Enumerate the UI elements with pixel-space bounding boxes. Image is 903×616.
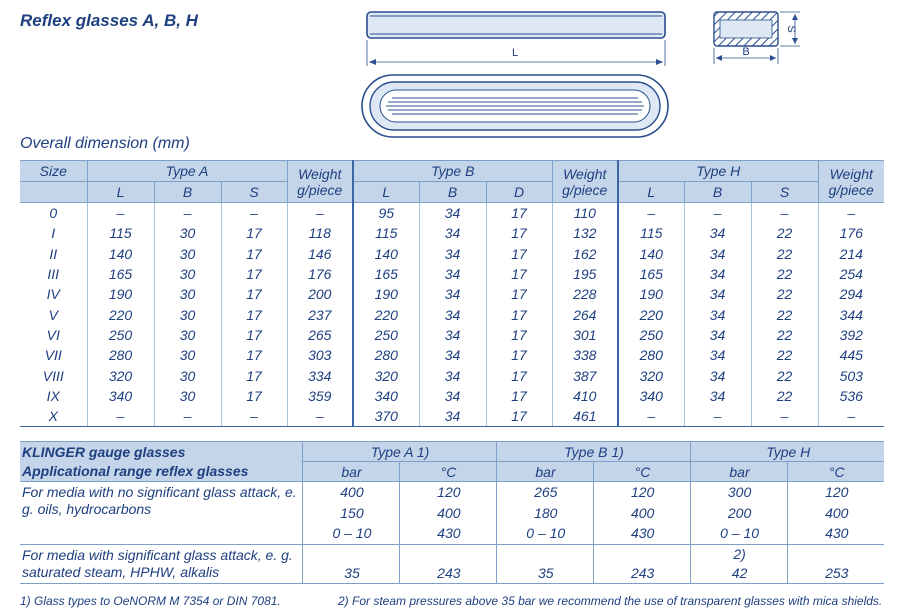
range-value-cell: 180	[496, 503, 593, 524]
app-header-title: KLINGER gauge glasses	[22, 443, 186, 460]
value-cell: 250	[353, 325, 419, 345]
value-cell: 22	[751, 244, 818, 264]
dimension-row	[20, 223, 884, 243]
value-cell: 22	[751, 345, 818, 365]
value-cell: –	[818, 406, 884, 427]
value-cell: 503	[818, 365, 884, 385]
size-cell: II	[49, 245, 58, 262]
value-cell: –	[751, 203, 818, 224]
value-cell: 132	[552, 223, 618, 243]
dimension-row	[20, 325, 884, 345]
dimension-row	[20, 365, 884, 385]
value-cell: 176	[818, 223, 884, 243]
value-cell: 17	[221, 304, 287, 324]
value-cell: 34	[684, 325, 751, 345]
row-label-with-attack: For media with significant glass attack, e. g. saturated steam, HPHW, alkalis	[22, 546, 293, 580]
row-values-with-attack	[302, 544, 884, 583]
range-value-cell: 120	[593, 482, 690, 503]
dimension-label-B: B	[742, 46, 750, 58]
header-weight-h: Weight g/piece	[818, 161, 884, 203]
value-cell: 17	[486, 345, 552, 365]
value-cell: 214	[818, 244, 884, 264]
size-cell: IX	[46, 387, 60, 404]
value-cell: 250	[618, 325, 684, 345]
value-cell: 34	[684, 244, 751, 264]
value-cell: 165	[618, 264, 684, 284]
footnote-2: 2) For steam pressures above 35 bar we recommend the use of transparent glasses with mica shields.	[338, 594, 883, 608]
value-cell: 344	[818, 304, 884, 324]
value-cell: –	[154, 203, 221, 224]
range-value-cell: 0 – 10	[303, 523, 400, 544]
row-label-no-attack: For media with no significant glass attack, e. g. oils, hydrocarbons	[22, 484, 297, 517]
range-value-cell: 120	[787, 482, 884, 503]
header-col: D	[486, 182, 552, 203]
value-cell: 30	[154, 386, 221, 406]
footnote-marker: 2)	[690, 545, 787, 563]
value-cell: 190	[353, 284, 419, 304]
value-cell: 264	[552, 304, 618, 324]
value-cell: 22	[751, 304, 818, 324]
value-cell: 410	[552, 386, 618, 406]
value-cell: 340	[87, 386, 154, 406]
size-cell: I	[51, 225, 56, 242]
value-cell: 320	[353, 365, 419, 385]
value-cell: 17	[221, 365, 287, 385]
value-cell: 17	[486, 406, 552, 427]
header-col: L	[618, 182, 684, 203]
value-cell: 320	[87, 365, 154, 385]
value-cell: 17	[486, 386, 552, 406]
header-size: Size	[39, 163, 67, 179]
value-cell: 30	[154, 345, 221, 365]
value-cell: 17	[486, 284, 552, 304]
value-cell: 340	[618, 386, 684, 406]
size-cell: X	[20, 406, 87, 427]
dimension-row	[20, 264, 884, 284]
value-cell: 34	[419, 223, 486, 243]
value-cell: 30	[154, 284, 221, 304]
value-cell: 22	[751, 284, 818, 304]
value-cell: 17	[486, 304, 552, 324]
page-title: Reflex glasses A, B, H	[20, 11, 198, 30]
value-cell: 200	[287, 284, 353, 304]
value-cell: 320	[618, 365, 684, 385]
value-cell: 359	[287, 386, 353, 406]
value-cell: 17	[486, 203, 552, 224]
value-cell: 265	[287, 325, 353, 345]
value-cell: –	[87, 406, 154, 427]
value-cell: 34	[419, 264, 486, 284]
value-cell: 30	[154, 325, 221, 345]
value-cell: 338	[552, 345, 618, 365]
value-cell: 280	[87, 345, 154, 365]
value-cell: 34	[684, 284, 751, 304]
unit-celsius: °C	[593, 462, 690, 482]
value-cell: 301	[552, 325, 618, 345]
value-cell: 461	[552, 406, 618, 427]
range-value-cell: 265	[496, 482, 593, 503]
header-col: L	[353, 182, 419, 203]
value-cell: 34	[419, 345, 486, 365]
dimension-row	[20, 386, 884, 406]
size-cell: VIII	[42, 367, 64, 384]
section-title-dimensions: Overall dimension (mm)	[20, 135, 190, 152]
dimension-label-S: S	[785, 25, 797, 33]
dimension-row	[20, 304, 884, 324]
value-cell: 165	[353, 264, 419, 284]
technical-drawings	[0, 0, 903, 140]
value-cell: 146	[287, 244, 353, 264]
range-value-cell: 400	[399, 503, 496, 524]
value-cell: –	[221, 406, 287, 427]
range-value-cell: 430	[593, 523, 690, 544]
value-cell: 34	[419, 406, 486, 427]
header-col: B	[419, 182, 486, 203]
value-cell: 340	[353, 386, 419, 406]
unit-bar: bar	[496, 462, 593, 482]
header-type-b: Type B	[353, 161, 552, 182]
value-cell: 17	[486, 365, 552, 385]
size-cell: III	[47, 266, 60, 283]
glass-top-view	[362, 75, 668, 137]
header-size-blank	[20, 182, 87, 203]
header-col: S	[751, 182, 818, 203]
value-cell: 140	[353, 244, 419, 264]
value-cell: 22	[751, 264, 818, 284]
value-cell: 536	[818, 386, 884, 406]
value-cell: 220	[353, 304, 419, 324]
value-cell: –	[221, 203, 287, 224]
dimension-label-L: L	[511, 47, 519, 59]
value-cell: 34	[684, 345, 751, 365]
range-value-cell: 430	[787, 523, 884, 544]
value-cell: –	[751, 406, 818, 427]
value-cell: 30	[154, 264, 221, 284]
value-cell: 30	[154, 244, 221, 264]
value-cell: 162	[552, 244, 618, 264]
range-value-cell: 0 – 10	[496, 523, 593, 544]
value-cell: 30	[154, 365, 221, 385]
value-cell: 17	[486, 325, 552, 345]
unit-bar: bar	[690, 462, 787, 482]
value-cell: 110	[552, 203, 618, 224]
value-cell: 17	[221, 284, 287, 304]
value-cell: 34	[419, 325, 486, 345]
size-cell: VI	[46, 326, 60, 343]
value-cell: 22	[751, 386, 818, 406]
value-cell: 294	[818, 284, 884, 304]
glass-cross-section	[714, 12, 800, 64]
value-cell: 34	[684, 304, 751, 324]
unit-bar: bar	[302, 462, 399, 482]
header-col: B	[684, 182, 751, 203]
header-col: L	[87, 182, 154, 203]
value-cell: 34	[684, 365, 751, 385]
value-cell: 95	[353, 203, 419, 224]
app-header-type-b: Type B 1)	[496, 442, 690, 462]
value-cell: 17	[221, 264, 287, 284]
value-cell: 237	[287, 304, 353, 324]
value-cell: –	[684, 406, 751, 427]
value-cell: 445	[818, 345, 884, 365]
range-value-cell: 243	[593, 563, 690, 583]
value-cell: 34	[419, 365, 486, 385]
value-cell: 34	[419, 244, 486, 264]
value-cell: –	[684, 203, 751, 224]
value-cell: 34	[684, 223, 751, 243]
value-cell: –	[287, 406, 353, 427]
unit-celsius: °C	[399, 462, 496, 482]
value-cell: 303	[287, 345, 353, 365]
value-cell: 254	[818, 264, 884, 284]
value-cell: –	[618, 406, 684, 427]
dimension-table	[20, 160, 884, 427]
value-cell: 250	[87, 325, 154, 345]
dimension-row	[20, 406, 884, 427]
value-cell: 176	[287, 264, 353, 284]
value-cell: 370	[353, 406, 419, 427]
value-cell: 140	[87, 244, 154, 264]
value-cell: 22	[751, 365, 818, 385]
range-value-cell: 35	[496, 563, 593, 583]
value-cell: 387	[552, 365, 618, 385]
value-cell: 17	[221, 325, 287, 345]
value-cell: 34	[684, 264, 751, 284]
range-value-cell: 35	[303, 563, 400, 583]
value-cell: 115	[87, 223, 154, 243]
header-weight-b: Weight g/piece	[552, 161, 618, 203]
value-cell: 280	[353, 345, 419, 365]
range-value-cell: 243	[399, 563, 496, 583]
unit-celsius: °C	[787, 462, 884, 482]
value-cell: 115	[353, 223, 419, 243]
value-cell: 220	[618, 304, 684, 324]
header-weight-a: Weight g/piece	[287, 161, 353, 203]
size-cell: IV	[46, 286, 60, 303]
dimension-row	[20, 244, 884, 264]
range-value-cell: 300	[690, 482, 787, 503]
value-cell: 190	[87, 284, 154, 304]
value-cell: 334	[287, 365, 353, 385]
value-cell: 220	[87, 304, 154, 324]
value-cell: 30	[154, 223, 221, 243]
header-col: S	[221, 182, 287, 203]
value-cell: 30	[154, 304, 221, 324]
footnote-1: 1) Glass types to OeNORM M 7354 or DIN 7081.	[20, 594, 281, 608]
value-cell: 190	[618, 284, 684, 304]
value-cell: 140	[618, 244, 684, 264]
value-cell: –	[618, 203, 684, 224]
value-cell: 280	[618, 345, 684, 365]
value-cell: 34	[419, 284, 486, 304]
value-cell: 34	[419, 386, 486, 406]
size-cell: VII	[44, 347, 62, 364]
value-cell: 195	[552, 264, 618, 284]
value-cell: 17	[486, 264, 552, 284]
header-col: B	[154, 182, 221, 203]
range-value-cell: 400	[787, 503, 884, 524]
app-header-type-a: Type A 1)	[302, 442, 496, 462]
value-cell: 118	[287, 223, 353, 243]
app-header-subtitle: Applicational range reflex glasses	[22, 463, 249, 480]
application-range-table	[20, 441, 884, 584]
range-value-cell: 430	[399, 523, 496, 544]
header-type-a: Type A	[87, 161, 287, 182]
value-cell: 34	[419, 304, 486, 324]
dimension-row	[20, 284, 884, 304]
range-value-cell: 400	[593, 503, 690, 524]
range-value-cell: 120	[399, 482, 496, 503]
value-cell: 22	[751, 223, 818, 243]
size-cell: 0	[49, 205, 58, 222]
range-value-cell: 42	[690, 563, 787, 583]
value-cell: 17	[486, 244, 552, 264]
value-cell: 22	[751, 325, 818, 345]
range-value-cell: 150	[303, 503, 400, 524]
dimension-row	[20, 203, 884, 224]
app-header-type-h: Type H	[690, 442, 884, 462]
range-value-cell: 200	[690, 503, 787, 524]
range-value-cell: 400	[303, 482, 400, 503]
value-cell: 165	[87, 264, 154, 284]
value-cell: –	[154, 406, 221, 427]
value-cell: –	[818, 203, 884, 224]
range-value-cell: 253	[787, 563, 884, 583]
value-cell: 17	[221, 244, 287, 264]
value-cell: 17	[486, 223, 552, 243]
value-cell: 17	[221, 223, 287, 243]
range-value-cell: 0 – 10	[690, 523, 787, 544]
value-cell: 228	[552, 284, 618, 304]
value-cell: –	[87, 203, 154, 224]
value-cell: –	[287, 203, 353, 224]
value-cell: 17	[221, 345, 287, 365]
value-cell: 392	[818, 325, 884, 345]
size-cell: V	[48, 306, 58, 323]
value-cell: 34	[684, 386, 751, 406]
value-cell: 34	[419, 203, 486, 224]
value-cell: 17	[221, 386, 287, 406]
dimension-row	[20, 345, 884, 365]
value-cell: 115	[618, 223, 684, 243]
header-type-h: Type H	[618, 161, 818, 182]
row-values-no-attack	[302, 482, 884, 545]
